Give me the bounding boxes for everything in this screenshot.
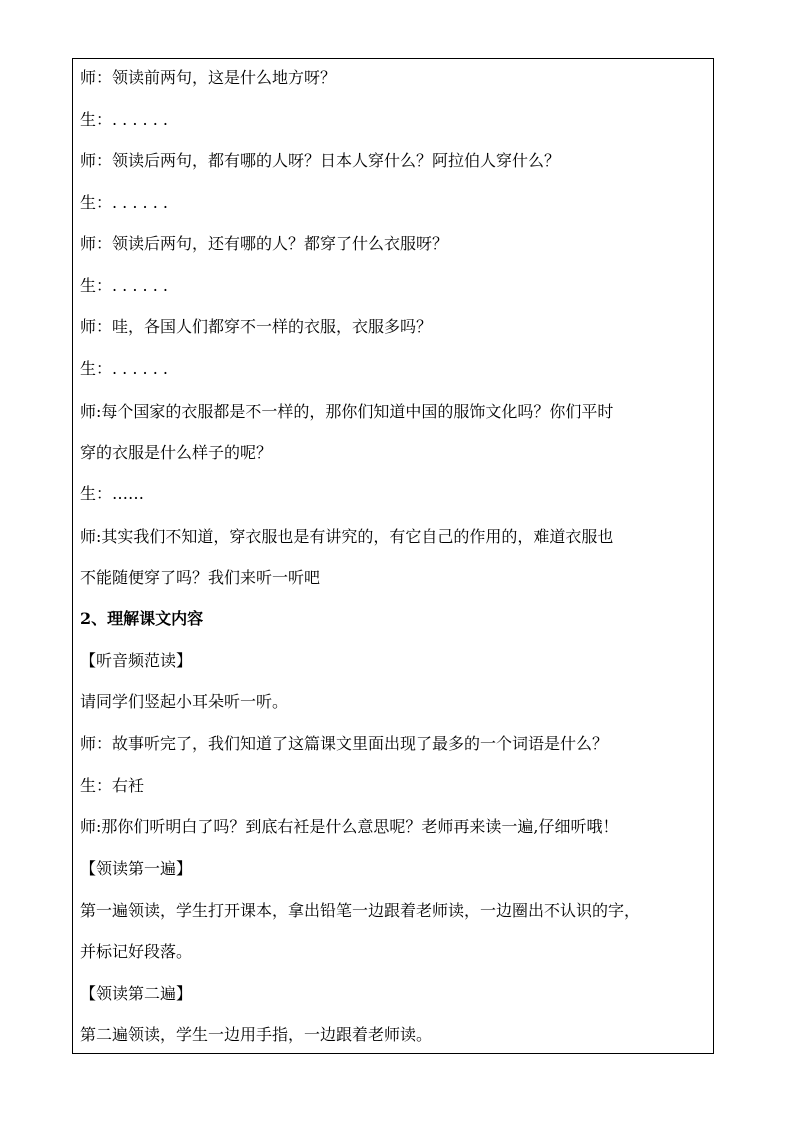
text-line: 师:其实我们不知道，穿衣服也是有讲究的，有它自己的作用的，难道衣服也: [80, 527, 614, 546]
text-line: 第一遍领读，学生打开课本，拿出铅笔一边跟着老师读，一边圈出不认识的字，: [80, 901, 641, 920]
text-line: 生：右衽: [80, 776, 145, 795]
text-line: 师:那你们听明白了吗？到底右衽是什么意思呢？老师再来读一遍,仔细听哦！: [80, 817, 619, 836]
text-line: 师:每个国家的衣服都是不一样的，那你们知道中国的服饰文化吗？你们平时: [80, 402, 614, 421]
text-line: 不能随便穿了吗？我们来听一听吧: [80, 568, 321, 587]
text-line: 师：领读后两句，都有哪的人呀？日本人穿什么？阿拉伯人穿什么？: [80, 151, 561, 170]
text-line: 生：. . . . . .: [80, 276, 168, 295]
text-line: 师：领读前两句，这是什么地方呀？: [80, 68, 337, 87]
text-line: 生：. . . . . .: [80, 193, 168, 212]
text-line: 【领读第一遍】: [80, 859, 193, 878]
text-line: 【领读第二遍】: [80, 984, 193, 1003]
text-line: 生：. . . . . .: [80, 110, 168, 129]
text-line: 【听音频范读】: [80, 651, 193, 670]
section-heading: 2、理解课文内容: [80, 609, 204, 628]
text-line: 第二遍领读，学生一边用手指，一边跟着老师读。: [80, 1025, 433, 1044]
text-line: 生：……: [80, 484, 145, 503]
text-line: 师：故事听完了，我们知道了这篇课文里面出现了最多的一个词语是什么？: [80, 734, 609, 753]
text-line: 穿的衣服是什么样子的呢？: [80, 443, 273, 462]
text-line: 师：哇，各国人们都穿不一样的衣服，衣服多吗？: [80, 317, 433, 336]
text-line: 生：. . . . . .: [80, 359, 168, 378]
text-line: 并标记好段落。: [80, 942, 193, 961]
text-line: 请同学们竖起小耳朵听一听。: [80, 692, 289, 711]
text-line: 师：领读后两句，还有哪的人？都穿了什么衣服呀？: [80, 234, 449, 253]
